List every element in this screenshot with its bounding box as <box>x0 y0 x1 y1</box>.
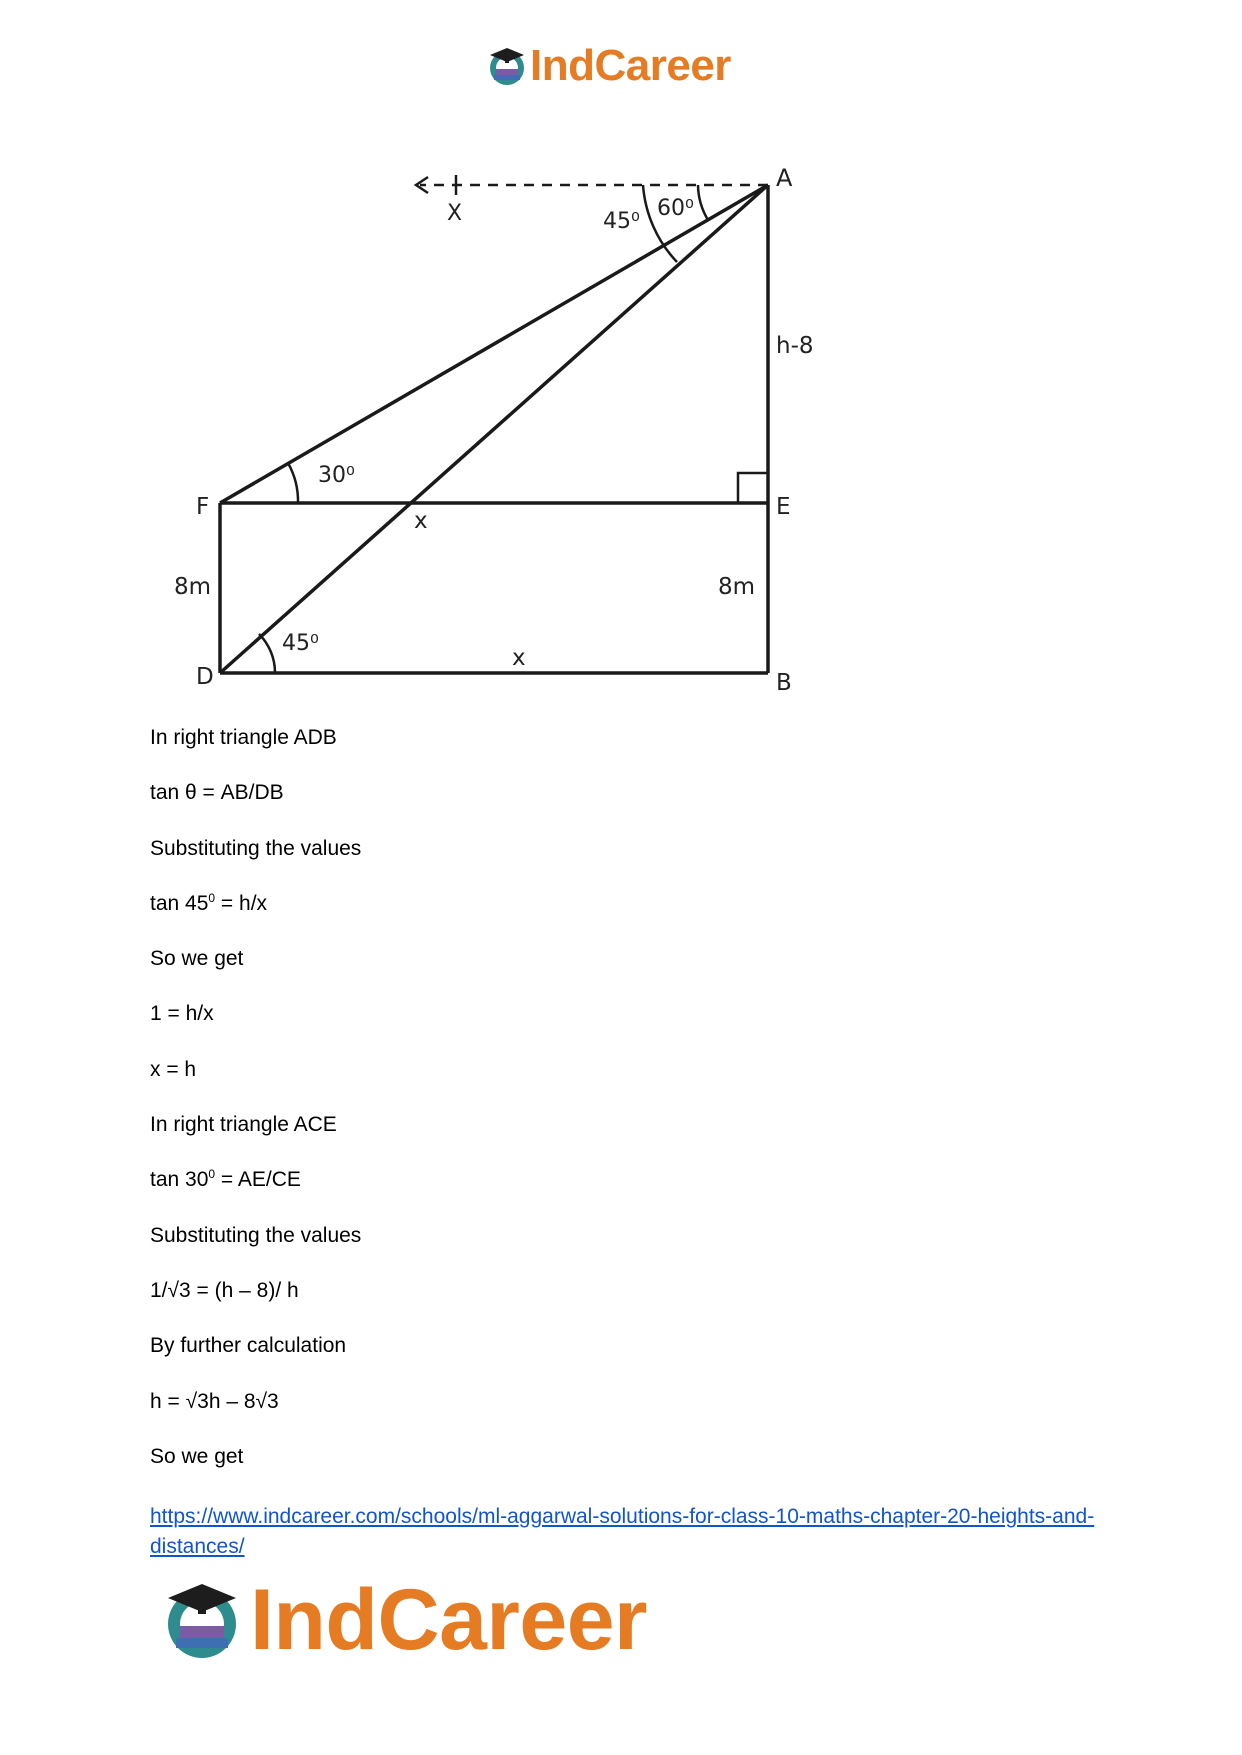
text-line: In right triangle ADB <box>150 726 337 749</box>
text-line: 1 = h/x <box>150 1002 214 1026</box>
label-side-FE: x <box>414 508 428 534</box>
label-side-AE: h-8 <box>776 333 814 359</box>
label-side-EB: 8m <box>718 574 756 600</box>
source-link[interactable]: https://www.indcareer.com/schools/ml-aggarwal-solutions-for-class-10-maths-chapter-20-heights-and-distances/ <box>150 1505 1095 1558</box>
text-line: 1/√3 = (h – 8)/ h <box>150 1278 299 1302</box>
text-line: So we get <box>150 1444 244 1468</box>
indcareer-logo-header <box>486 38 731 94</box>
text-line: Substituting the values <box>150 836 362 860</box>
text-line: By further calculation <box>150 1334 347 1358</box>
text-line: In right triangle ACE <box>150 1113 337 1137</box>
solution-text <box>150 725 1110 1499</box>
label-F: F <box>196 494 210 520</box>
text-line: tan θ = AB/DB <box>150 781 284 805</box>
label-angle-F: 30⁰ <box>318 463 355 488</box>
heights-distances-diagram <box>150 150 850 710</box>
label-angle-A-outer: 60⁰ <box>657 196 694 221</box>
graduation-cap-books-globe-icon <box>486 45 528 87</box>
brand-wordmark: IndCareer <box>530 41 731 90</box>
label-X: X <box>447 201 463 226</box>
label-D: D <box>196 664 214 690</box>
text-line: So we get <box>150 947 244 971</box>
label-B: B <box>776 670 792 696</box>
label-A: A <box>776 164 793 192</box>
label-E: E <box>776 494 791 520</box>
text-line: x = h <box>150 1057 197 1081</box>
indcareer-logo-footer <box>160 1570 647 1670</box>
text-line: $\tan 45^0 = h/x$ <box>150 890 268 915</box>
text-line: $\tan 30^0 = AE/CE$ <box>150 1167 301 1192</box>
label-angle-D: 45⁰ <box>282 631 319 656</box>
brand-wordmark: IndCareer <box>250 1572 647 1668</box>
graduation-cap-books-globe-icon <box>160 1578 244 1662</box>
text-line: h = √3h – 8√3 <box>150 1389 279 1413</box>
label-side-DB: x <box>512 645 526 671</box>
label-side-FD: 8m <box>174 574 212 600</box>
text-line: Substituting the values <box>150 1223 362 1247</box>
label-angle-A-inner: 45⁰ <box>603 209 640 234</box>
